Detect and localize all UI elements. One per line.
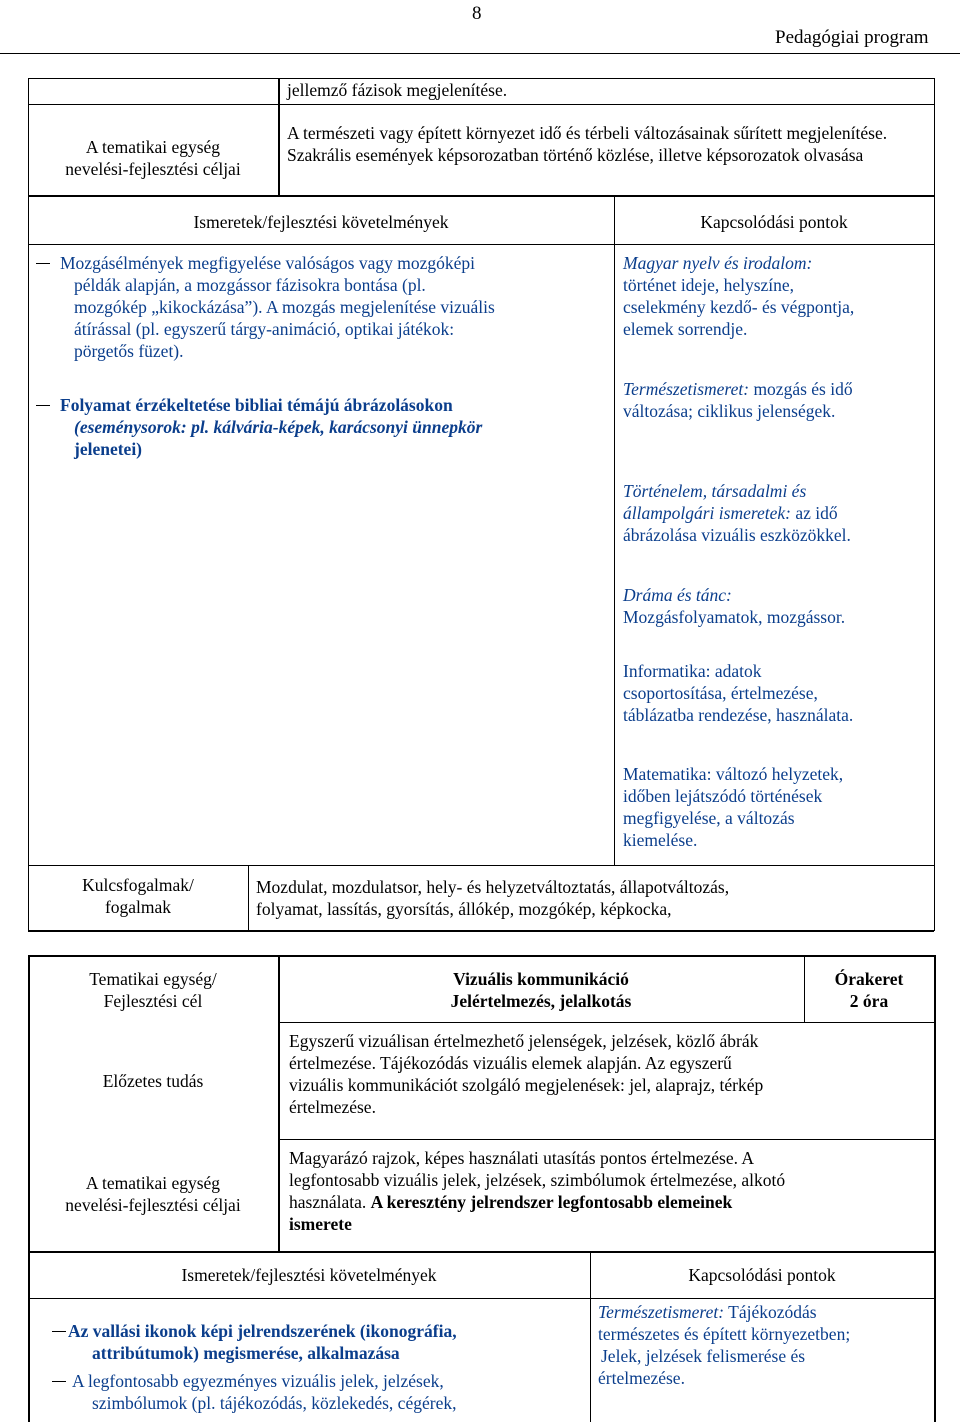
prior-knowledge-label: Előzetes tudás (102, 1071, 204, 1091)
hours-label: Órakeret (834, 969, 904, 989)
requirement-item-icons: Az vallási ikonok képi jelrendszerének (ikonográfia, attribútumok) megismerése, alkalmazása (52, 1320, 588, 1364)
key-concepts-text: Mozdulat, mozdulatsor, hely- és helyzetváltoztatás, állapotváltozás, folyamat, lassítás, gyorsítás, állókép, mozgókép, képkocka, (256, 877, 730, 919)
header-rule (0, 53, 960, 54)
hours-value: 2 óra (849, 991, 889, 1011)
link-math: Matematika: változó helyzetek, időben lejátszódó történések megfigyelése, a változás kiemelése. (623, 764, 844, 850)
page-number: 8 (472, 3, 482, 24)
dash-marker (36, 263, 50, 264)
requirement-item-bold: Folyamat érzékeltetése bibliai témájú ábrázolásokon (eseménysorok: pl. kálvária-képek, karácsonyi ünnepkör jelenetei) (36, 394, 608, 460)
requirement-item-signs: A legfontosabb egyezményes vizuális jelek, jelzések, szimbólumok (pl. tájékozódás, közlekedés, cégérek, (52, 1370, 588, 1414)
goal-label-2: A tematikai egység nevelési-fejlesztési céljai (65, 1173, 241, 1215)
goal-text: A természeti vagy épített környezet idő és térbeli változásainak sűrített megjelenítése. Szakrális események képsorozatban történő közlése, illetve képsorozatok olvasása (287, 123, 888, 165)
requirements-header-2: Ismeretek/fejlesztési követelmények (181, 1265, 437, 1285)
dash-marker (52, 1331, 66, 1332)
unit-title: Vizuális kommunikáció Jelértelmezés, jelalkotás (450, 969, 632, 1011)
document-title: Pedagógiai program (775, 27, 929, 48)
goal-label: A tematikai egység nevelési-fejlesztési céljai (65, 137, 241, 179)
prior-knowledge-text: Egyszerű vizuálisan értelmezhető jelenségek, jelzések, közlő ábrák értelmezése. Tájékozódás vizuális elemek alapján. Az egyszerű vizuális kommunikációt szolgáló megjelenések: jel, alaprajz, térkép értelmezése. (289, 1031, 764, 1117)
link-science: Természetismeret: mozgás és idő változása; ciklikus jelenségek. (623, 379, 853, 421)
goal-text-2: Magyarázó rajzok, képes használati utasítás pontos értelmezése. A legfontosabb vizuális jelek, jelzések, szimbólumok értelmezése, alkotó használata. A keresztény jelrendszer legfontosabb elemeinek ismerete (289, 1148, 786, 1234)
link-informatics: Informatika: adatok csoportosítása, értelmezése, táblázatba rendezése, használata. (623, 661, 854, 725)
requirement-item: Mozgásélmények megfigyelése valóságos vagy mozgóképi példák alapján, a mozgássor fázisokra bontása (pl. mozgókép „kikockázása”). A mozgás megjelenítése vizuális átírással (pl. egyszerű tárgy-animáció, optikai játékok: pörgetős füzet). (36, 252, 608, 362)
dash-marker (36, 405, 50, 406)
link-history: Történelem, társadalmi és állampolgári ismeretek: az idő ábrázolása vizuális eszközökkel. (623, 481, 851, 545)
dash-marker (52, 1381, 66, 1382)
hours-box (804, 968, 934, 1012)
links-header: Kapcsolódási pontok (700, 212, 848, 232)
unit-label: Tematikai egység/ Fejlesztési cél (89, 969, 217, 1011)
link-hungarian: Magyar nyelv és irodalom: történet ideje, helyszíne, cselekmény kezdő- és végpontja, elemek sorrendje. (623, 253, 855, 339)
link-science-2: Természetismeret: Tájékozódás természetes és épített környezetben; Jelek, jelzések felismerése és értelmezése. (598, 1302, 851, 1388)
link-drama: Dráma és tánc: Mozgásfolyamatok, mozgássor. (623, 585, 846, 627)
key-concepts-label: Kulcsfogalmak/ fogalmak (82, 875, 194, 917)
phase-display-text: jellemző fázisok megjelenítése. (287, 80, 508, 100)
requirements-header: Ismeretek/fejlesztési követelmények (193, 212, 449, 232)
links-header-2: Kapcsolódási pontok (688, 1265, 836, 1285)
